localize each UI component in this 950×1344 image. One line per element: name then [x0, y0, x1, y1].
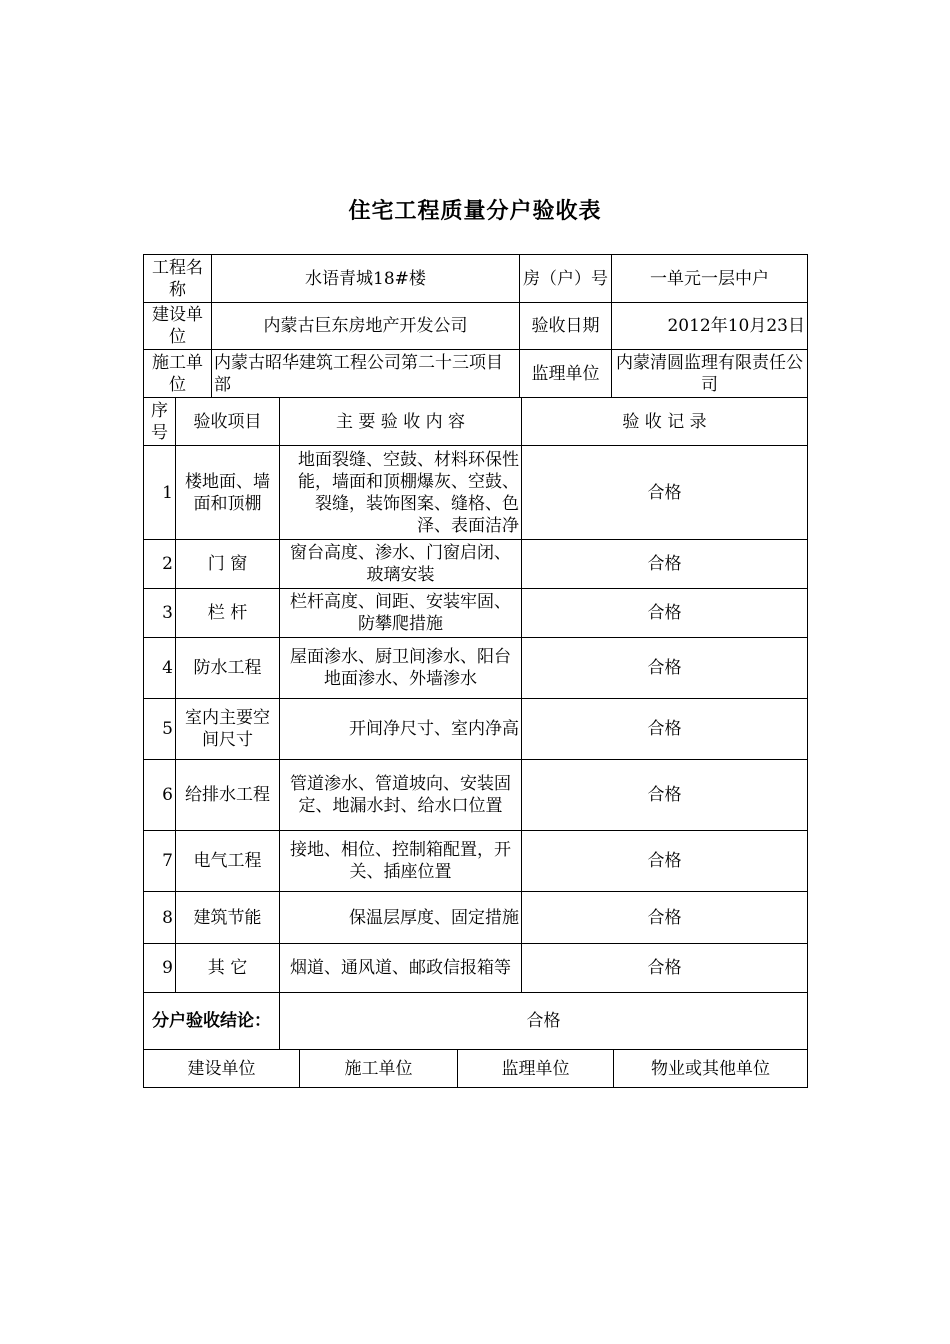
row-content: 烟道、通风道、邮政信报箱等 — [280, 944, 522, 993]
row-content: 开间净尺寸、室内净高 — [280, 699, 522, 760]
row-item: 给排水工程 — [176, 760, 280, 831]
row-record: 合格 — [522, 589, 808, 638]
room-value: 一单元一层中户 — [612, 255, 808, 303]
row-content: 栏杆高度、间距、安装牢固、防攀爬措施 — [280, 589, 522, 638]
signature-builder: 建设单位 — [144, 1050, 300, 1088]
row-no: 8 — [144, 892, 176, 944]
conclusion-value: 合格 — [280, 993, 808, 1050]
header-table — [143, 254, 808, 398]
table-row — [144, 699, 808, 760]
row-content: 保温层厚度、固定措施 — [280, 892, 522, 944]
supervisor-label: 监理单位 — [520, 350, 612, 398]
header-row-contractor — [144, 350, 808, 398]
table-row — [144, 944, 808, 993]
row-item: 楼地面、墙面和顶棚 — [176, 446, 280, 540]
signature-table — [143, 1049, 808, 1088]
row-record: 合格 — [522, 446, 808, 540]
row-item: 门 窗 — [176, 540, 280, 589]
page-title: 住宅工程质量分户验收表 — [348, 199, 602, 224]
conclusion-label: 分户验收结论： — [144, 993, 280, 1050]
table-row — [144, 892, 808, 944]
row-no: 4 — [144, 638, 176, 699]
contractor-label: 施工单位 — [144, 350, 212, 398]
row-no: 5 — [144, 699, 176, 760]
signature-supervisor: 监理单位 — [458, 1050, 614, 1088]
row-item: 室内主要空间尺寸 — [176, 699, 280, 760]
row-record: 合格 — [522, 760, 808, 831]
column-header-row — [144, 398, 808, 446]
signature-contractor: 施工单位 — [300, 1050, 458, 1088]
table-row — [144, 760, 808, 831]
header-row-project — [144, 255, 808, 303]
col-header-record: 验 收 记 录 — [522, 398, 808, 446]
table-row — [144, 446, 808, 540]
row-record: 合格 — [522, 638, 808, 699]
builder-value: 内蒙古巨东房地产开发公司 — [212, 303, 520, 350]
date-label: 验收日期 — [520, 303, 612, 350]
row-record: 合格 — [522, 540, 808, 589]
row-content: 管道渗水、管道坡向、安装固定、地漏水封、给水口位置 — [280, 760, 522, 831]
table-row — [144, 540, 808, 589]
date-value: 2012年10月23日 — [612, 303, 808, 350]
col-header-item: 验收项目 — [176, 398, 280, 446]
row-record: 合格 — [522, 699, 808, 760]
row-no: 6 — [144, 760, 176, 831]
conclusion-row — [144, 993, 808, 1050]
signature-row — [144, 1050, 808, 1088]
row-content: 接地、相位、控制箱配置，开关、插座位置 — [280, 831, 522, 892]
row-item: 其 它 — [176, 944, 280, 993]
table-row — [144, 831, 808, 892]
row-no: 7 — [144, 831, 176, 892]
row-item: 电气工程 — [176, 831, 280, 892]
items-table — [143, 397, 808, 1050]
col-header-content: 主 要 验 收 内 容 — [280, 398, 522, 446]
project-label: 工程名称 — [144, 255, 212, 303]
row-record: 合格 — [522, 944, 808, 993]
inspection-table — [143, 254, 807, 1088]
row-content: 地面裂缝、空鼓、材料环保性能，墙面和顶棚爆灰、空鼓、裂缝，装饰图案、缝格、色泽、表面洁净 — [280, 446, 522, 540]
row-record: 合格 — [522, 892, 808, 944]
row-no: 3 — [144, 589, 176, 638]
row-item: 防水工程 — [176, 638, 280, 699]
contractor-value: 内蒙古昭华建筑工程公司第二十三项目部 — [212, 350, 520, 398]
room-label: 房（户）号 — [520, 255, 612, 303]
row-no: 2 — [144, 540, 176, 589]
table-row — [144, 589, 808, 638]
row-content: 窗台高度、渗水、门窗启闭、玻璃安装 — [280, 540, 522, 589]
row-item: 栏 杆 — [176, 589, 280, 638]
row-item: 建筑节能 — [176, 892, 280, 944]
signature-property: 物业或其他单位 — [614, 1050, 808, 1088]
col-header-no: 序号 — [144, 398, 176, 446]
row-content: 屋面渗水、厨卫间渗水、阳台地面渗水、外墙渗水 — [280, 638, 522, 699]
row-record: 合格 — [522, 831, 808, 892]
row-no: 9 — [144, 944, 176, 993]
row-no: 1 — [144, 446, 176, 540]
supervisor-value: 内蒙清圆监理有限责任公司 — [612, 350, 808, 398]
header-row-builder — [144, 303, 808, 350]
table-row — [144, 638, 808, 699]
project-value: 水语青城18#楼 — [212, 255, 520, 303]
builder-label: 建设单位 — [144, 303, 212, 350]
